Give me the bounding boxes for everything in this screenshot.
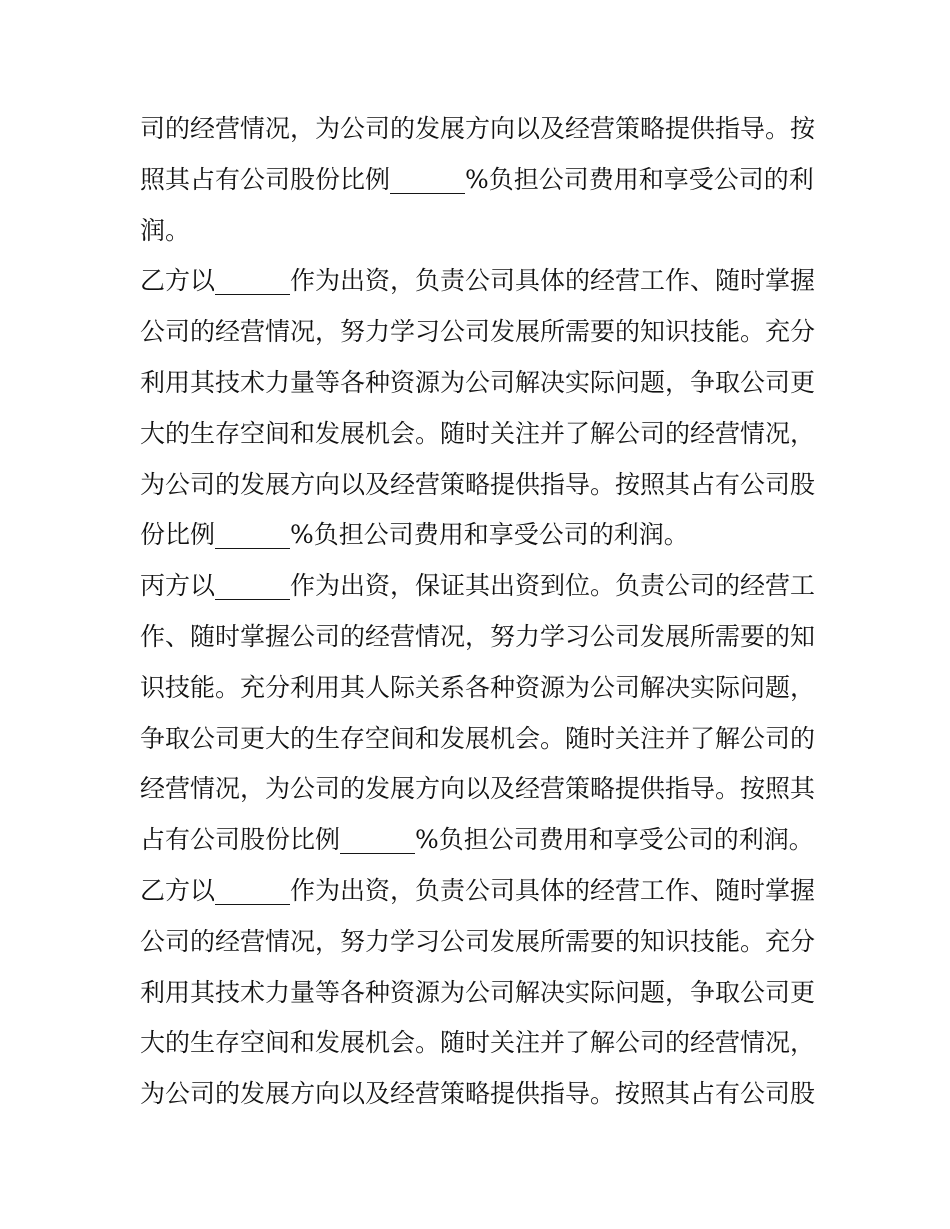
text-line: 大的生存空间和发展机会。随时关注并了解公司的经营情况， [140, 418, 816, 448]
text-line: 作、随时掌握公司的经营情况，努力学习公司发展所需要的知 [140, 621, 816, 651]
text-line: 司的经营情况，为公司的发展方向以及经营策略提供指导。按 [140, 114, 816, 143]
text-line: 利用其技术力量等各种资源为公司解决实际问题，争取公司更 [140, 977, 816, 1007]
text-line: 乙方以______作为出资，负责公司具体的经营工作、随时掌握 [140, 875, 816, 905]
text-line: 经营情况，为公司的发展方向以及经营策略提供指导。按照其 [140, 774, 816, 804]
text-line: 大的生存空间和发展机会。随时关注并了解公司的经营情况， [140, 1028, 816, 1058]
text-line: 润。 [140, 215, 191, 245]
text-line: 为公司的发展方向以及经营策略提供指导。按照其占有公司股 [140, 1079, 816, 1109]
text-line: 争取公司更大的生存空间和发展机会。随时关注并了解公司的 [140, 723, 816, 753]
text-line: 公司的经营情况，努力学习公司发展所需要的知识技能。充分 [140, 926, 816, 956]
text-line: 照其占有公司股份比例______%负担公司费用和享受公司的利 [140, 164, 814, 194]
text-line: 占有公司股份比例______%负担公司费用和享受公司的利润。 [140, 825, 814, 855]
text-line: 公司的经营情况，努力学习公司发展所需要的知识技能。充分 [140, 317, 816, 347]
text-line: 识技能。充分利用其人际关系各种资源为公司解决实际问题， [140, 672, 816, 702]
document-body [140, 104, 820, 1120]
text-line: 利用其技术力量等各种资源为公司解决实际问题，争取公司更 [140, 367, 816, 397]
text-line: 为公司的发展方向以及经营策略提供指导。按照其占有公司股 [140, 469, 816, 499]
text-line: 份比例______%负担公司费用和享受公司的利润。 [140, 520, 689, 550]
text-line: 乙方以______作为出资，负责公司具体的经营工作、随时掌握 [140, 266, 816, 296]
text-line: 丙方以______作为出资，保证其出资到位。负责公司的经营工 [140, 571, 816, 601]
